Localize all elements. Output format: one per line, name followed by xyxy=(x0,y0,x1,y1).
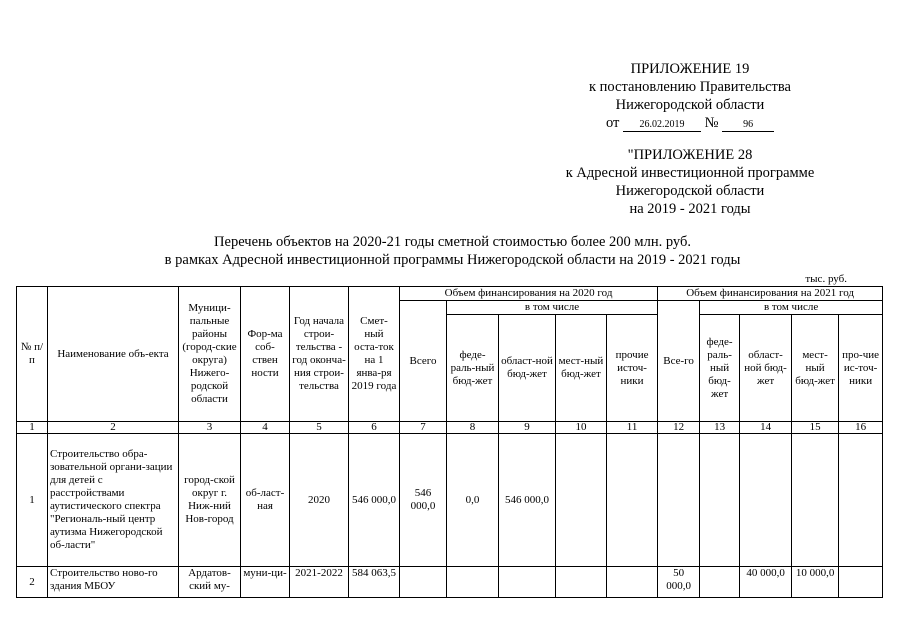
column-number: 7 xyxy=(400,422,447,434)
header-name: Наименование объ-екта xyxy=(48,287,179,422)
appendix-19-title: ПРИЛОЖЕНИЕ 19 xyxy=(630,61,750,77)
local-2021: 10 000,0 xyxy=(792,567,839,598)
header-financing-2020: Объем финансирования на 2020 год xyxy=(400,287,658,301)
column-number: 6 xyxy=(349,422,400,434)
header-remaining: Смет-ный оста-ток на 1 янва-ря 2019 года xyxy=(349,287,400,422)
column-number: 3 xyxy=(179,422,241,434)
local-2021 xyxy=(792,434,839,567)
object-name: Строительство обра-зовательной органи-зации для детей с расстройствами аутистического спектра "Региональ-ный центр аутизма Нижегородской об-ласти" xyxy=(48,434,179,567)
decree-date: 26.02.2019 xyxy=(623,119,701,132)
regional-2021 xyxy=(740,434,792,567)
total-2021: 50 000,0 xyxy=(658,567,700,598)
object-years: 2021-2022 xyxy=(290,567,349,598)
row-num: 1 xyxy=(17,434,48,567)
header-row-1 xyxy=(17,287,883,301)
federal-2020 xyxy=(447,567,499,598)
column-numbers-row xyxy=(17,422,883,434)
header-regional-2021: област-ной бюд-жет xyxy=(740,315,792,422)
row-num: 2 xyxy=(17,567,48,598)
appendix-28-region: Нижегородской области xyxy=(615,183,765,199)
units-label: тыс. руб. xyxy=(805,273,847,285)
object-name: Строительство ново-го здания МБОУ xyxy=(48,567,179,598)
total-2020 xyxy=(400,567,447,598)
appendix-19-date-line xyxy=(585,114,795,132)
federal-2020: 0,0 xyxy=(447,434,499,567)
column-number: 5 xyxy=(290,422,349,434)
column-number: 16 xyxy=(839,422,883,434)
column-number: 8 xyxy=(447,422,499,434)
number-label: № xyxy=(704,115,719,131)
header-including-2020: в том числе xyxy=(447,301,658,315)
column-number: 13 xyxy=(700,422,740,434)
column-number: 1 xyxy=(17,422,48,434)
column-number: 4 xyxy=(241,422,290,434)
header-local-2020: мест-ный бюд-жет xyxy=(556,315,607,422)
total-2021 xyxy=(658,434,700,567)
table-row xyxy=(17,567,883,598)
federal-2021 xyxy=(700,434,740,567)
header-other-2021: про-чие ис-точ-ники xyxy=(839,315,883,422)
header-including-2021: в том числе xyxy=(700,301,883,315)
object-district: Ардатов-ский му- xyxy=(179,567,241,598)
document-title-line-2: в рамках Адресной инвестиционной программы Нижегородской области на 2019 - 2021 годы xyxy=(164,252,741,268)
header-ownership: Фор-ма соб-ствен ности xyxy=(241,287,290,422)
header-regional-2020: област-ной бюд-жет xyxy=(499,315,556,422)
appendix-28-subtitle: к Адресной инвестиционной программе xyxy=(565,165,815,181)
header-district: Муници-пальные районы (город-ские округа) Нижего-родской области xyxy=(179,287,241,422)
appendix-19-region: Нижегородской области xyxy=(615,97,765,113)
object-ownership: муни-ци- xyxy=(241,567,290,598)
object-remaining: 546 000,0 xyxy=(349,434,400,567)
other-2021 xyxy=(839,434,883,567)
object-years: 2020 xyxy=(290,434,349,567)
local-2020 xyxy=(556,434,607,567)
header-federal-2020: феде-раль-ный бюд-жет xyxy=(447,315,499,422)
table-row xyxy=(17,434,883,567)
object-ownership: об-ласт-ная xyxy=(241,434,290,567)
column-number: 15 xyxy=(792,422,839,434)
header-local-2021: мест-ный бюд-жет xyxy=(792,315,839,422)
header-federal-2021: феде-раль-ный бюд-жет xyxy=(700,315,740,422)
column-number: 10 xyxy=(556,422,607,434)
column-number: 9 xyxy=(499,422,556,434)
appendix-28-title: "ПРИЛОЖЕНИЕ 28 xyxy=(627,147,753,163)
decree-number: 96 xyxy=(722,119,774,132)
appendix-19-block xyxy=(585,60,795,132)
objects-table xyxy=(16,286,883,598)
column-number: 2 xyxy=(48,422,179,434)
document-title xyxy=(0,233,905,269)
document-title-line-1: Перечень объектов на 2020-21 годы сметной стоимостью более 200 млн. руб. xyxy=(214,234,691,250)
other-2021 xyxy=(839,567,883,598)
header-total-2021: Все-го xyxy=(658,301,700,422)
header-years: Год начала строи-тельства - год оконча-ния строи-тельства xyxy=(290,287,349,422)
object-remaining: 584 063,5 xyxy=(349,567,400,598)
other-2020 xyxy=(607,434,658,567)
header-total-2020: Всего xyxy=(400,301,447,422)
column-number: 12 xyxy=(658,422,700,434)
regional-2020 xyxy=(499,567,556,598)
object-district: город-ской округ г. Ниж-ний Нов-город xyxy=(179,434,241,567)
column-number: 11 xyxy=(607,422,658,434)
header-other-2020: прочие источ-ники xyxy=(607,315,658,422)
appendix-28-period: на 2019 - 2021 годы xyxy=(629,201,751,217)
local-2020 xyxy=(556,567,607,598)
total-2020: 546 000,0 xyxy=(400,434,447,567)
regional-2020: 546 000,0 xyxy=(499,434,556,567)
other-2020 xyxy=(607,567,658,598)
appendix-28-block xyxy=(555,146,825,218)
from-label: от xyxy=(605,115,620,131)
appendix-19-subtitle: к постановлению Правительства xyxy=(589,79,791,95)
header-num: № п/п xyxy=(17,287,48,422)
header-financing-2021: Объем финансирования на 2021 год xyxy=(658,287,883,301)
federal-2021 xyxy=(700,567,740,598)
column-number: 14 xyxy=(740,422,792,434)
regional-2021: 40 000,0 xyxy=(740,567,792,598)
